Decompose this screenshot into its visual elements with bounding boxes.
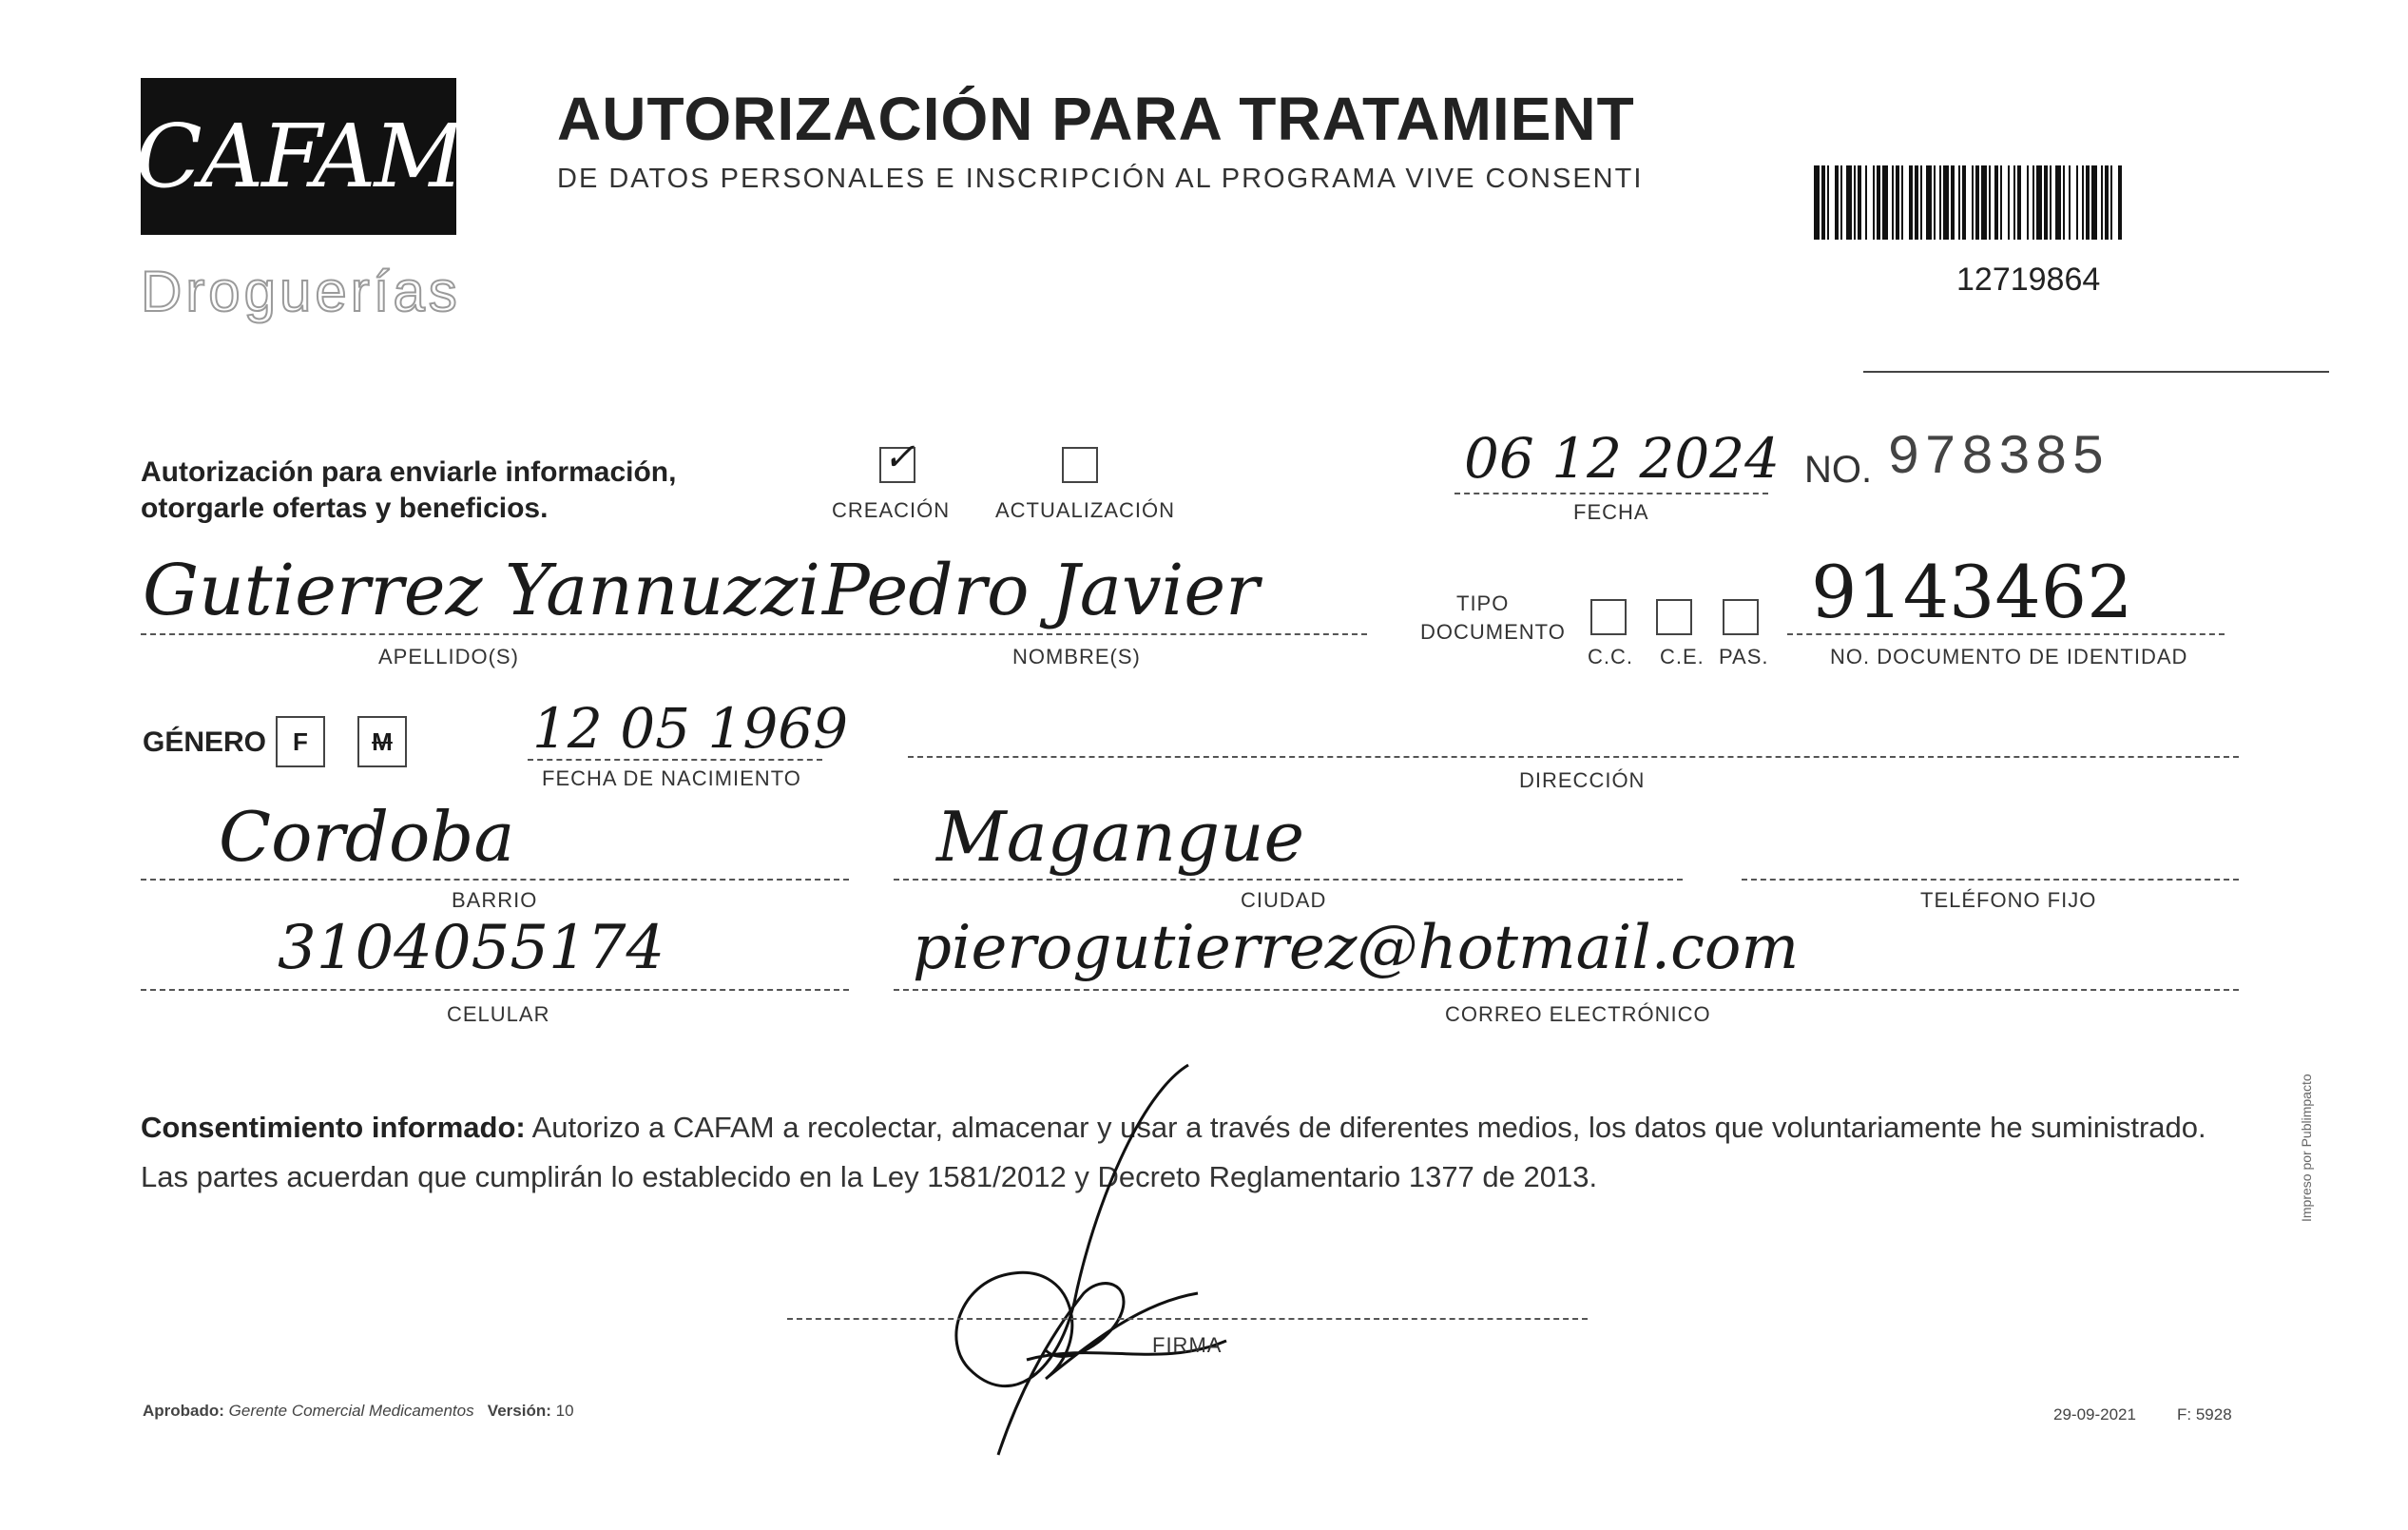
firma-line <box>787 1318 1588 1320</box>
fecha-nacimiento-value: 12 05 1969 <box>532 696 849 761</box>
footer-approval <box>143 1402 574 1421</box>
celular-label: CELULAR <box>447 1002 550 1026</box>
consent-heading: Consentimiento informado: <box>141 1111 526 1144</box>
footer-form-code: F: 5928 <box>2177 1405 2232 1423</box>
fecha-nacimiento-line <box>528 759 822 761</box>
documento-label: DOCUMENTO <box>1420 620 1566 644</box>
barrio-value: Cordoba <box>219 797 515 877</box>
ciudad-label: CIUDAD <box>1241 888 1327 912</box>
form-title: AUTORIZACIÓN PARA TRATAMIENT <box>557 85 1635 153</box>
direccion-line <box>908 756 2239 758</box>
correo-label: CORREO ELECTRÓNICO <box>1445 1002 1711 1026</box>
apellidos-label: APELLIDO(S) <box>378 645 519 668</box>
creacion-label: CREACIÓN <box>832 498 951 522</box>
aprobado-label: Aprobado: <box>143 1402 224 1420</box>
fecha-nacimiento-label: FECHA DE NACIMIENTO <box>542 766 801 790</box>
genero-m-label: M <box>372 726 393 756</box>
ciudad-value: Magangue <box>936 797 1305 877</box>
correo-line <box>894 989 2239 991</box>
barrio-line <box>141 879 849 881</box>
telefono-line <box>1742 879 2239 881</box>
name-line <box>141 633 1367 635</box>
cc-label: C.C. <box>1588 645 1633 668</box>
telefono-label: TELÉFONO FIJO <box>1920 888 2097 912</box>
actualizacion-label: ACTUALIZACIÓN <box>995 498 1176 522</box>
nombres-label: NOMBRE(S) <box>1012 645 1141 668</box>
footer-date-code: 29-09-2021 <box>2053 1405 2136 1423</box>
cafam-logo <box>135 78 462 235</box>
genero-m-box[interactable] <box>357 716 407 767</box>
genero-f-box[interactable] <box>276 716 325 767</box>
fecha-line <box>1454 493 1768 494</box>
creacion-checkbox[interactable] <box>879 436 915 483</box>
ce-label: C.E. <box>1660 645 1705 668</box>
nombres-value: Pedro Javier <box>822 550 1260 631</box>
no-value: 978385 <box>1887 428 2109 490</box>
logo-text: CAFAM <box>135 106 462 207</box>
barcode-stripe <box>2122 165 2124 240</box>
genero-label: GÉNERO <box>143 726 267 758</box>
consent-text: Autorizo a CAFAM a recolectar, almacenar y usar a través de diferentes medios, los datos que voluntariamente he suministrado. Las partes acuerdan que cumplirán lo establecido en la Ley 1581/2012 y Decreto Reglamentario 1377 de 2013. <box>141 1111 2206 1193</box>
doc-label: NO. DOCUMENTO DE IDENTIDAD <box>1830 645 2188 668</box>
genero-f-label: F <box>293 726 308 756</box>
cc-checkbox[interactable] <box>1590 599 1627 635</box>
form-subtitle: DE DATOS PERSONALES E INSCRIPCIÓN AL PROGRAMA VIVE CONSENTI <box>557 164 1644 194</box>
aprobado-value: Gerente Comercial Medicamentos <box>228 1402 474 1420</box>
doc-value: 9143462 <box>1811 550 2133 634</box>
authorization-text-2: otorgarle ofertas y beneficios. <box>141 493 549 524</box>
correo-value: pierogutierrez@hotmail.com <box>913 913 1800 983</box>
barcode-number: 12719864 <box>1956 261 2101 298</box>
signature-image <box>856 1056 1293 1493</box>
checkmark-icon: ✓ <box>883 436 915 479</box>
fecha-label: FECHA <box>1573 500 1649 524</box>
actualizacion-checkbox[interactable] <box>1062 447 1098 483</box>
logo-subtitle: Droguerías <box>141 260 461 323</box>
ciudad-line <box>894 879 1683 881</box>
pas-checkbox[interactable] <box>1723 599 1759 635</box>
tipo-label: TIPO <box>1456 591 1510 615</box>
version-label: Versión: <box>487 1402 551 1420</box>
fecha-value: 06 12 2024 <box>1464 426 1781 491</box>
printer-side-text: Impreso por Publimpacto <box>2299 1074 2314 1222</box>
divider <box>1863 371 2329 373</box>
ce-checkbox[interactable] <box>1656 599 1692 635</box>
version-value: 10 <box>555 1402 574 1420</box>
doc-line <box>1787 633 2225 635</box>
pas-label: PAS. <box>1719 645 1769 668</box>
authorization-text-1: Autorización para enviarle información, <box>141 456 677 488</box>
barrio-label: BARRIO <box>452 888 538 912</box>
firma-label: FIRMA <box>1152 1333 1223 1357</box>
direccion-label: DIRECCIÓN <box>1519 768 1646 792</box>
barcode <box>1814 165 2196 240</box>
celular-value: 3104055174 <box>278 913 665 983</box>
no-label: NO. <box>1804 449 1873 491</box>
celular-line <box>141 989 849 991</box>
apellidos-value: Gutierrez Yannuzzi <box>143 550 820 631</box>
